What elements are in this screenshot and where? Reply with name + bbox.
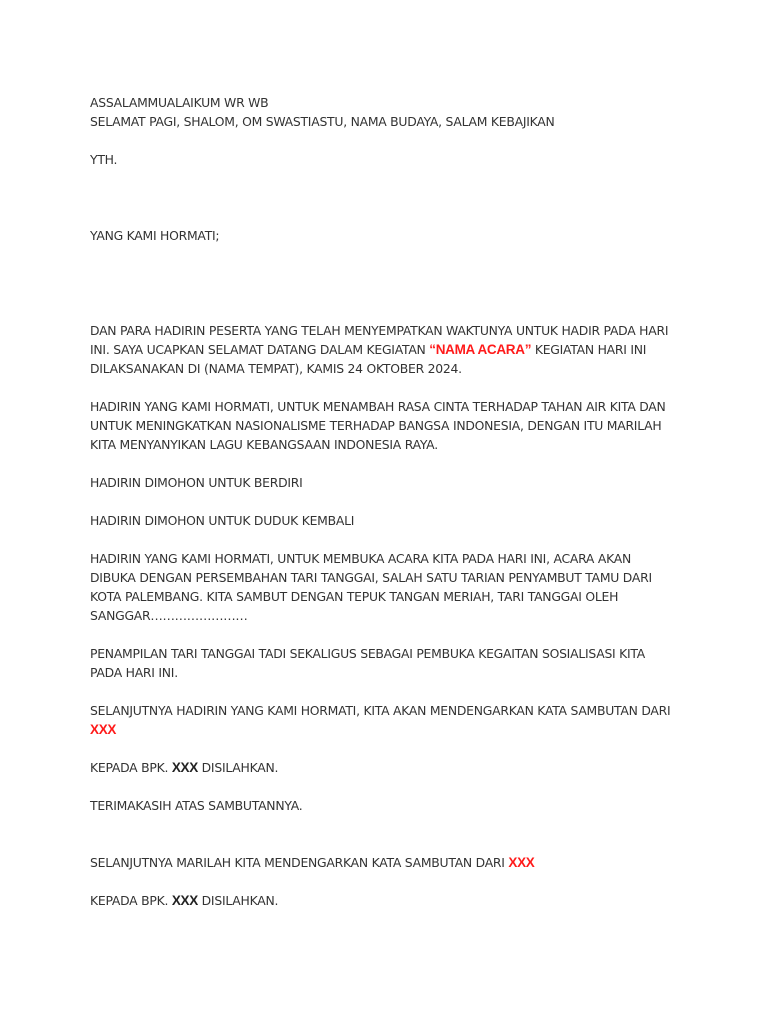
spacer bbox=[90, 492, 680, 511]
event-name-highlight: “NAMA ACARA” bbox=[429, 342, 532, 357]
yth-line: YTH. bbox=[90, 152, 118, 167]
paragraph-welcome-text-before: DAN PARA HADIRIN PESERTA YANG TELAH MENYEMPATKAN WAKTUNYA UNTUK HADIR PADA HARI INI. SAYA UCAPKAN SELAMAT DATANG DALAM KEGIATAN bbox=[90, 323, 669, 357]
spacer bbox=[90, 530, 680, 549]
paragraph-dance-opening: HADIRIN YANG KAMI HORMATI, UNTUK MEMBUKA ACARA KITA PADA HARI INI, ACARA AKAN DIBUKA DENGAN PERSEMBAHAN TARI TANGGAI, SALAH SATU TARIAN PENYAMBUT TAMU DARI KOTA PALEMBANG. KITA SAMBUT DENGAN TEPUK TANGAN MERIAH, TARI TANGGAI OLEH SANGGAR…………………… bbox=[90, 551, 652, 623]
paragraph-speech-2-invite bbox=[90, 891, 680, 910]
paragraph-stand: HADIRIN DIMOHON UNTUK BERDIRI bbox=[90, 475, 303, 490]
greeting-line-2: SELAMAT PAGI, SHALOM, OM SWASTIASTU, NAMA BUDAYA, SALAM KEBAJIKAN bbox=[90, 114, 555, 129]
spacer bbox=[90, 739, 680, 758]
paragraph-speech-2-text: SELANJUTNYA MARILAH KITA MENDENGARKAN KATA SAMBUTAN DARI bbox=[90, 855, 509, 870]
spacer bbox=[90, 872, 680, 891]
spacer bbox=[90, 777, 680, 796]
invite-2-text-after: DISILAHKAN. bbox=[197, 893, 279, 908]
speaker-2-highlight: XXX bbox=[508, 855, 535, 870]
invite-1-text-before: KEPADA BPK. bbox=[90, 760, 172, 775]
spacer bbox=[90, 454, 680, 473]
spacer bbox=[90, 169, 680, 226]
spacer bbox=[90, 378, 680, 397]
paragraph-welcome bbox=[90, 321, 680, 378]
spacer bbox=[90, 815, 680, 853]
spacer bbox=[90, 682, 680, 701]
greeting-line-1: ASSALAMMUALAIKUM WR WB bbox=[90, 95, 269, 110]
invite-2-text-before: KEPADA BPK. bbox=[90, 893, 172, 908]
paragraph-sit: HADIRIN DIMOHON UNTUK DUDUK KEMBALI bbox=[90, 513, 355, 528]
paragraph-speech-1-invite bbox=[90, 758, 680, 777]
paragraph-thanks: TERIMAKASIH ATAS SAMBUTANNYA. bbox=[90, 798, 303, 813]
invite-1-text-after: DISILAHKAN. bbox=[197, 760, 279, 775]
spacer bbox=[90, 625, 680, 644]
paragraph-dance-closing: PENAMPILAN TARI TANGGAI TADI SEKALIGUS SEBAGAI PEMBUKA KEGAITAN SOSIALISASI KITA PADA HARI INI. bbox=[90, 646, 646, 680]
paragraph-welcome-text-after: KEGIATAN HARI INI DILAKSANAKAN DI (NAMA TEMPAT), KAMIS 24 OKTOBER 2024. bbox=[90, 342, 647, 376]
paragraph-speech-1-text: SELANJUTNYA HADIRIN YANG KAMI HORMATI, KITA AKAN MENDENGARKAN KATA SAMBUTAN DARI bbox=[90, 703, 671, 718]
speaker-2-name: XXX bbox=[171, 893, 198, 908]
spacer bbox=[90, 245, 680, 321]
document-body bbox=[90, 93, 680, 910]
speaker-1-name: XXX bbox=[171, 760, 198, 775]
paragraph-anthem: HADIRIN YANG KAMI HORMATI, UNTUK MENAMBAH RASA CINTA TERHADAP TAHAN AIR KITA DAN UNTUK MENINGKATKAN NASIONALISME TERHADAP BANGSA INDONESIA, DENGAN ITU MARILAH KITA MENYANYIKAN LAGU KEBANGSAAN INDONESIA RAYA. bbox=[90, 399, 666, 452]
yang-kami-hormati-line: YANG KAMI HORMATI; bbox=[90, 228, 220, 243]
speaker-1-highlight: XXX bbox=[90, 722, 117, 737]
paragraph-speech-1-intro bbox=[90, 701, 680, 739]
paragraph-speech-2-intro bbox=[90, 853, 680, 872]
spacer bbox=[90, 131, 680, 150]
